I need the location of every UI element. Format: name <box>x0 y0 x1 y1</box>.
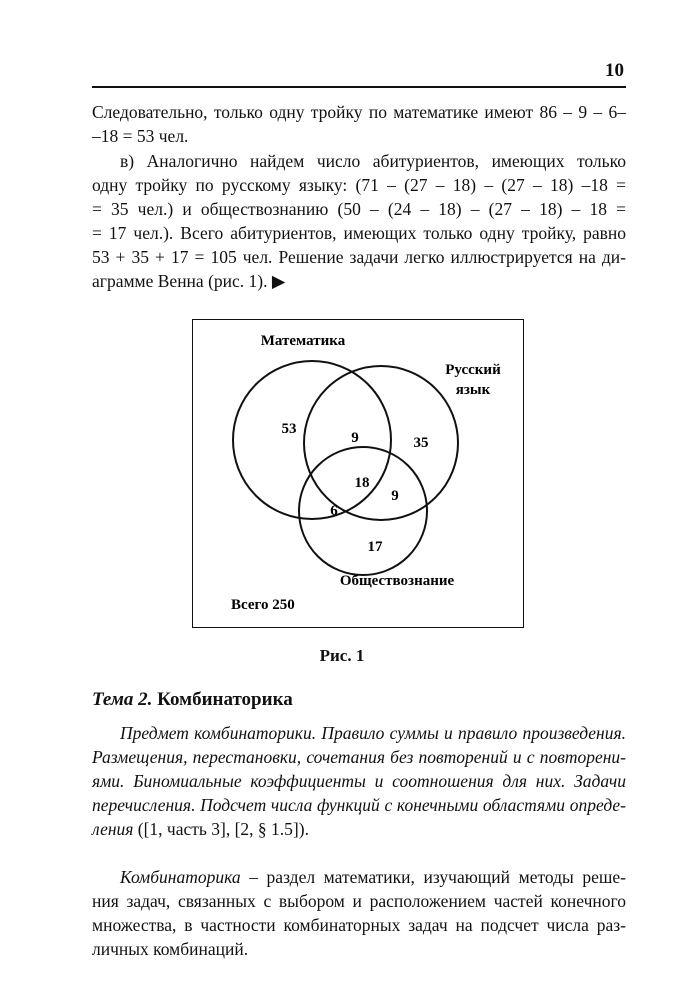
definition-line-2: ния задач, связанных с выбором и расположением частей конечного <box>92 891 626 911</box>
math-circle <box>233 361 391 519</box>
abstract-line-4: перечисления. Подсчет числа функций с конечными областями опреде- <box>92 795 626 815</box>
russian-set-label-line1: Русский <box>445 362 501 378</box>
part-v-line-2: одну тройку по русскому языку: (71 – (27 – 18) – (27 – 18) –18 = <box>92 175 626 195</box>
math-set-label: Математика <box>260 333 346 349</box>
definition-paragraph <box>92 865 626 961</box>
topic-title: Комбинаторика <box>152 689 293 710</box>
part-v-line-5: 53 + 35 + 17 = 105 чел. Решение задачи легко иллюстрируется на ди- <box>92 247 626 267</box>
russian-set-label-line2: язык <box>455 382 491 398</box>
definition-line-1 <box>92 865 626 889</box>
abstract-references: ([1, часть 3], [2, § 1.5]). <box>133 819 309 839</box>
topic-label: Тема 2. <box>92 689 153 710</box>
definition-first-line-rest: – раздел математики, изучающий методы реше- <box>240 867 626 887</box>
abstract-line-1: Предмет комбинаторики. Правило суммы и правило произведения. <box>120 723 626 743</box>
region-all-three: 18 <box>354 475 370 491</box>
region-math-only: 53 <box>281 421 297 437</box>
social-circle <box>299 447 427 575</box>
part-v-line-1: в) Аналогично найдем число абитуриентов, имеющих только <box>120 151 626 171</box>
page-number: 10 <box>605 60 624 81</box>
part-v-line-4: = 17 чел.). Всего абитуриентов, имеющих только одну тройку, равно <box>92 223 626 243</box>
abstract-line-5 <box>92 817 626 841</box>
figure-caption: Рис. 1 <box>319 646 365 665</box>
total-label: Всего 250 <box>231 597 295 613</box>
definition-line-4: личных комбинаций. <box>92 939 249 959</box>
part-v-paragraph <box>92 149 626 293</box>
abstract-line-2: Размещения, перестановки, сочетания без повторений и с повторени- <box>92 747 626 767</box>
definition-term: Комбинаторика <box>120 867 241 887</box>
region-russian-only: 35 <box>413 435 429 451</box>
region-russian-social: 9 <box>391 488 399 504</box>
intro-line-1: Следовательно, только одну тройку по математике имеют 86 – 9 – 6– <box>92 102 626 122</box>
part-v-line-6: аграмме Венна (рис. 1). ▶ <box>92 271 286 291</box>
intro-paragraph <box>92 100 626 148</box>
topic-abstract <box>92 721 626 841</box>
region-social-only: 17 <box>367 539 383 555</box>
venn-diagram <box>193 320 525 629</box>
intro-line-2: –18 = 53 чел. <box>92 126 189 146</box>
abstract-line-3: ями. Биномиальные коэффициенты и соотношения для них. Задачи <box>92 771 626 791</box>
russian-circle <box>304 366 458 520</box>
venn-diagram-figure <box>192 319 524 628</box>
region-math-russian: 9 <box>351 430 359 446</box>
abstract-last-word: ления <box>92 819 134 839</box>
definition-line-3: множества, в частности комбинаторных задач на подсчет числа раз- <box>92 915 626 935</box>
section-heading <box>92 689 293 711</box>
header-rule <box>92 86 626 88</box>
region-math-social: 6 <box>330 503 338 519</box>
social-set-label: Обществознание <box>339 573 455 589</box>
part-v-line-3: = 35 чел.) и обществознанию (50 – (24 – 18) – (27 – 18) – 18 = <box>92 199 626 219</box>
